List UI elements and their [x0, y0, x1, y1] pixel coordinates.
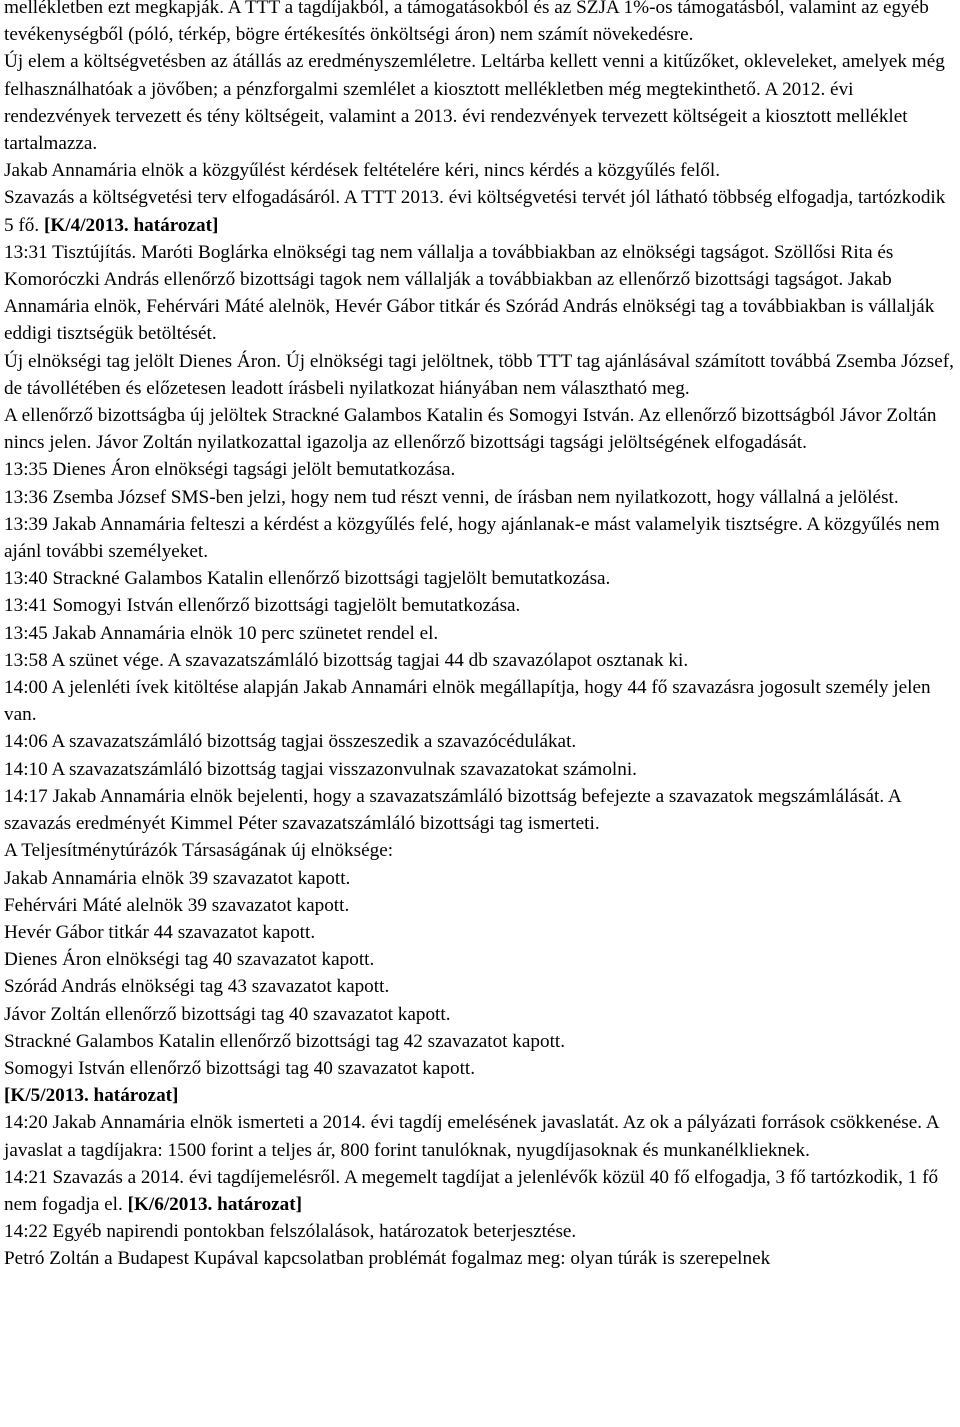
paragraph: 13:39 Jakab Annamária felteszi a kérdést a közgyűlés felé, hogy ajánlanak-e mást valamelyik tisztségre. A közgyűlés nem ajánl további személyeket.	[4, 513, 940, 563]
paragraph: Petró Zoltán a Budapest Kupával kapcsolatban problémát fogalmaz meg: olyan túrák is szerepelnek	[4, 1248, 771, 1270]
paragraph-text: 14:21 Szavazás a 2014. évi tagdíjemelésről. A megemelt tagdíjat a jelenlévők közül 40 fő elfogadja, 3 fő tartózkodik, 1 fő nem fogadja el.	[4, 1166, 939, 1215]
paragraph: 14:22 Egyéb napirendi pontokban felszólalások, határozatok beterjesztése.	[4, 1221, 577, 1243]
document-body	[4, 0, 954, 1273]
paragraph: 13:40 Strackné Galambos Katalin ellenőrző bizottsági tagjelölt bemutatkozása.	[4, 568, 611, 590]
paragraph: Új elnökségi tag jelölt Dienes Áron. Új elnökségi tagi jelöltnek, több TTT tag ajánlásával számított továbbá Zsemba József, de távollétében és előzetesen leadott írásbeli nyilatkozat hiányában nem választható meg.	[4, 350, 954, 399]
paragraph: 14:00 A jelenléti ívek kitöltése alapján Jakab Annamári elnök megállapítja, hogy 44 fő szavazásra jogosult személy jelen van.	[4, 677, 931, 726]
vote-result: Hevér Gábor titkár 44 szavazatot kapott.	[4, 921, 316, 943]
paragraph	[4, 1164, 954, 1218]
paragraph: Új elem a költségvetésben az átállás az eredményszemléletre. Leltárba kellett venni a kitűzőket, okleveleket, amelyek még felhasználhatóak a jövőben; a pénzforgalmi szemlélet a kiosztott mellékletben még megtekinthető. A 2012. évi rendezvények tervezett és tény költségeit, valamint a 2013. évi rendezvények tervezett költségeit a kiosztott melléklet tartalmazza.	[4, 51, 945, 155]
resolution-reference: [K/4/2013. határozat]	[43, 214, 219, 236]
vote-result: Jávor Zoltán ellenőrző bizottsági tag 40 szavazatot kapott.	[4, 1003, 451, 1025]
paragraph: 13:45 Jakab Annamária elnök 10 perc szünetet rendel el.	[4, 622, 439, 644]
paragraph: 13:36 Zsemba József SMS-ben jelzi, hogy nem tud részt venni, de írásban nem nyilatkozott, hogy vállalná a jelölést.	[4, 486, 899, 508]
paragraph	[4, 1082, 954, 1109]
paragraph-text: Szavazás a költségvetési terv elfogadásáról. A TTT 2013. évi költségvetési tervét jól látható többség elfogadja, tartózkodik 5 fő.	[4, 187, 946, 236]
vote-result: Somogyi István ellenőrző bizottsági tag 40 szavazatot kapott.	[4, 1057, 476, 1079]
vote-result: Dienes Áron elnökségi tag 40 szavazatot kapott.	[4, 949, 375, 971]
paragraph: 13:41 Somogyi István ellenőrző bizottsági tagjelölt bemutatkozása.	[4, 595, 521, 617]
paragraph: 14:17 Jakab Annamária elnök bejelenti, hogy a szavazatszámláló bizottság befejezte a szavazatok megszámlálását. A szavazás eredményét Kimmel Péter szavazatszámláló bizottsági tag ismerteti.	[4, 785, 901, 835]
paragraph: A Teljesítménytúrázók Társaságának új elnöksége:	[4, 840, 394, 862]
paragraph: 13:35 Dienes Áron elnökségi tagsági jelölt bemutatkozása.	[4, 459, 456, 481]
resolution-reference: [K/5/2013. határozat]	[4, 1085, 179, 1107]
paragraph: 14:10 A szavazatszámláló bizottság tagjai visszazonvulnak szavazatokat számolni.	[4, 758, 637, 780]
paragraph: 14:06 A szavazatszámláló bizottság tagjai összeszedik a szavazócédulákat.	[4, 731, 577, 753]
paragraph: 13:31 Tisztújítás. Maróti Boglárka elnökségi tag nem vállalja a továbbiakban az elnökségi tagságot. Szöllősi Rita és Komoróczki András ellenőrző bizottsági tagok nem vállalják a továbbiakban az ellenőrző bizottsági tagságot. Jakab Annamária elnök, Fehérvári Máté alelnök, Hevér Gábor titkár és Szórád András elnökségi tag a továbbiakban is vállalják eddigi tisztségük betöltését.	[4, 241, 935, 345]
vote-result: Jakab Annamária elnök 39 szavazatot kapott.	[4, 867, 351, 889]
paragraph: 13:58 A szünet vége. A szavazatszámláló bizottság tagjai 44 db szavazólapot osztanak ki.	[4, 649, 689, 671]
vote-result: Szórád András elnökségi tag 43 szavazatot kapott.	[4, 976, 390, 998]
paragraph	[4, 184, 954, 238]
resolution-reference: [K/6/2013. határozat]	[127, 1193, 303, 1215]
paragraph: A ellenőrző bizottságba új jelöltek Strackné Galambos Katalin és Somogyi István. Az ellenőrző bizottságból Jávor Zoltán nincs jelen. Jávor Zoltán nyilatkozattal igazolja az ellenőrző bizottsági tagsági jelöltségének elfogadását.	[4, 405, 937, 454]
vote-result: Strackné Galambos Katalin ellenőrző bizottsági tag 42 szavazatot kapott.	[4, 1030, 566, 1052]
paragraph: 14:20 Jakab Annamária elnök ismerteti a 2014. évi tagdíj emelésének javaslatát. Az ok a pályázati források csökkenése. A javaslat a tagdíjakra: 1500 forint a teljes ár, 800 forint tanulóknak, nyugdíjasoknak és munkanélklieknek.	[4, 1112, 939, 1161]
vote-result: Fehérvári Máté alelnök 39 szavazatot kapott.	[4, 894, 350, 916]
paragraph: mellékletben ezt megkapják. A TTT a tagdíjakból, a támogatásokból és az SZJA 1%-os támogatásból, valamint az egyéb tevékenységből (póló, térkép, bögre értékesítés önköltségi áron) nem számít növekedésre.	[4, 0, 929, 46]
paragraph: Jakab Annamária elnök a közgyűlést kérdések feltételére kéri, nincs kérdés a közgyűlés felől.	[4, 160, 721, 182]
